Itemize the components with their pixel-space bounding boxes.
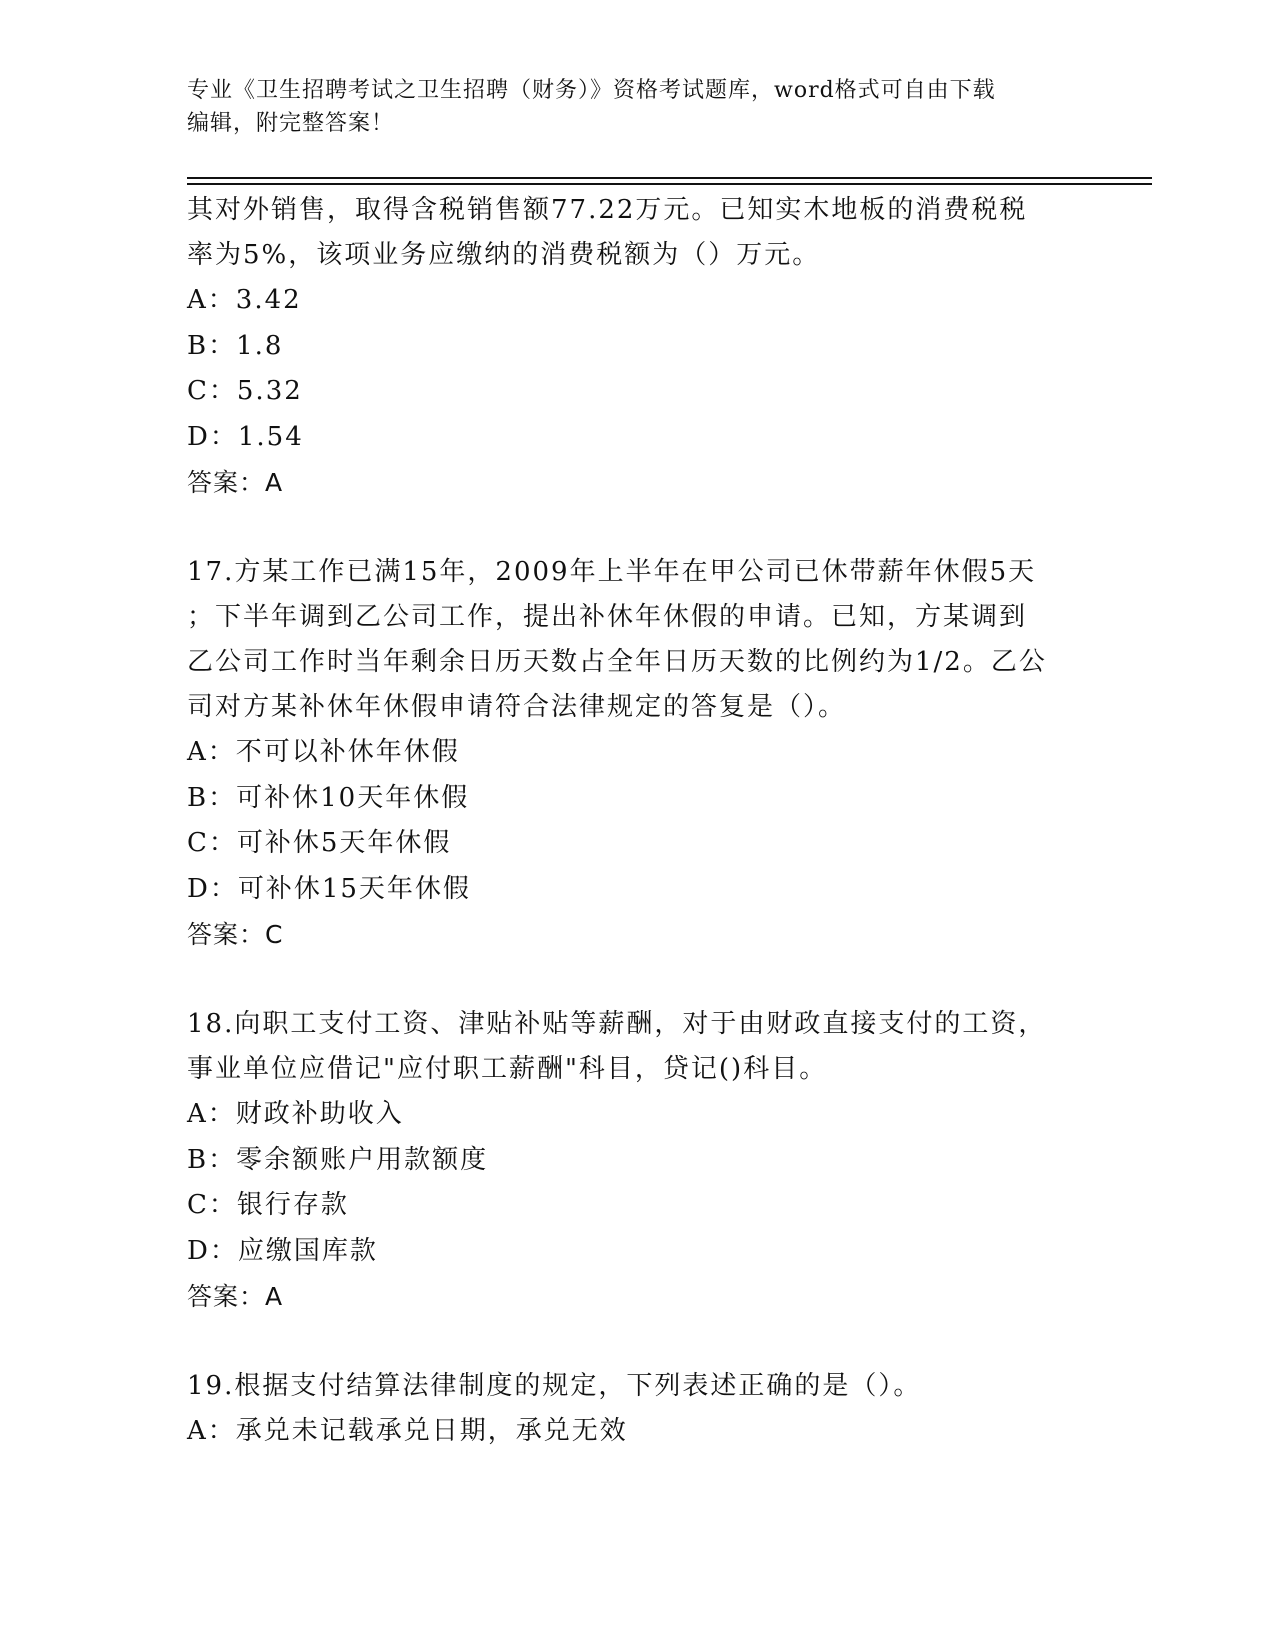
option-b: B：可补休10天年休假	[187, 782, 470, 813]
question-list	[187, 188, 1087, 1455]
question-17	[187, 550, 1087, 957]
option-a: A：3.42	[187, 285, 302, 315]
question-text-line: 17.方某工作已满15年，2009年上半年在甲公司已休带薪年休假5天	[187, 557, 1037, 587]
option-a: A：不可以补休年休假	[187, 737, 460, 767]
question-text-line: 其对外销售，取得含税销售额77.22万元。已知实木地板的消费税税	[187, 195, 1028, 225]
document-header	[187, 74, 1067, 140]
question-text-line: 19.根据支付结算法律制度的规定，下列表述正确的是（）。	[187, 1371, 922, 1401]
header-divider-bottom	[187, 183, 1152, 185]
option-d: D：可补休15天年休假	[187, 873, 471, 904]
question-text-line: 率为5%，该项业务应缴纳的消费税额为（）万元。	[187, 240, 821, 270]
option-b: B：1.8	[187, 330, 284, 361]
answer: 答案：A	[187, 468, 284, 497]
question-18	[187, 1002, 1087, 1319]
option-a: A：承兑未记载承兑日期，承兑无效	[187, 1416, 628, 1446]
question-16	[187, 188, 1087, 505]
question-text-line: 司对方某补休年休假申请符合法律规定的答复是（）。	[187, 692, 847, 722]
option-c: C：可补休5天年休假	[187, 828, 452, 858]
option-c: C：5.32	[187, 376, 303, 406]
option-d: D：应缴国库款	[187, 1235, 378, 1266]
answer: 答案：C	[187, 920, 284, 949]
header-line-2: 编辑，附完整答案！	[187, 111, 395, 136]
option-c: C：银行存款	[187, 1190, 349, 1220]
option-a: A：财政补助收入	[187, 1099, 404, 1129]
option-b: B：零余额账户用款额度	[187, 1144, 489, 1175]
question-text-line: 18.向职工支付工资、津贴补贴等薪酬，对于由财政直接支付的工资，	[187, 1009, 1047, 1039]
question-text-line: 乙公司工作时当年剩余日历天数占全年日历天数的比例约为1/2。乙公	[187, 647, 1047, 677]
question-text-line: 事业单位应借记"应付职工薪酬"科目，贷记()科目。	[187, 1054, 828, 1084]
answer: 答案：A	[187, 1282, 284, 1311]
question-text-line: ；下半年调到乙公司工作，提出补休年休假的申请。已知，方某调到	[187, 602, 1028, 632]
header-divider-top	[187, 177, 1152, 179]
header-line-1: 专业《卫生招聘考试之卫生招聘（财务）》资格考试题库，word格式可自由下载	[187, 78, 996, 103]
question-19	[187, 1364, 1087, 1455]
option-d: D：1.54	[187, 421, 304, 452]
